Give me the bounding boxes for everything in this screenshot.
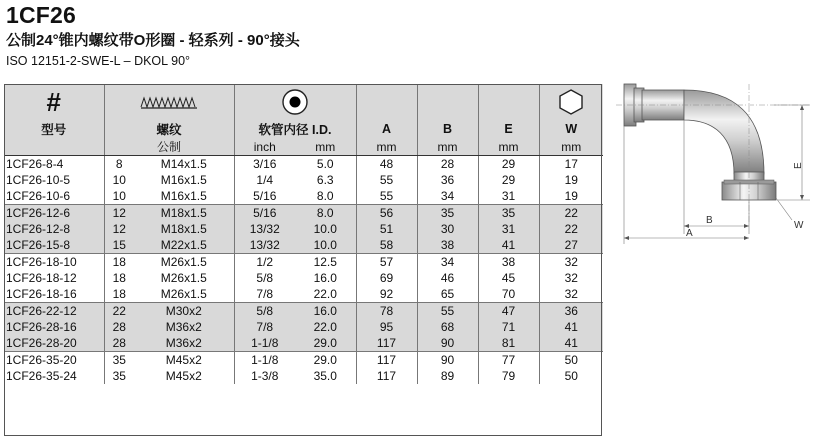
- cell-mm: 16.0: [295, 303, 356, 320]
- cell-a: 56: [356, 205, 417, 222]
- cell-dn: 15: [104, 237, 134, 254]
- cell-inch: 13/32: [234, 237, 295, 254]
- hose-inch-header: inch: [234, 138, 295, 156]
- cell-mm: 35.0: [313, 369, 337, 383]
- cell-mm: 8.0: [295, 188, 356, 205]
- cell-b: 36: [417, 172, 478, 188]
- cell-w: 22: [539, 221, 603, 237]
- cell-w: 32: [539, 286, 603, 303]
- table-row: [4, 172, 603, 188]
- cell-e: 45: [478, 270, 539, 286]
- cell-a: 92: [356, 286, 417, 303]
- hose-id-header: 软管内径 I.D.: [234, 120, 356, 138]
- cell-w: 36: [539, 303, 603, 320]
- cell-inch: 1-1/8: [234, 352, 295, 369]
- cell-e: 41: [478, 237, 539, 254]
- cell-thread: M36x2: [134, 335, 234, 352]
- table-row: [4, 319, 603, 335]
- cell-inch: 1/4: [234, 172, 295, 188]
- cell-inch: 1-1/8: [234, 335, 295, 352]
- cell-thread: M26x1.5: [134, 286, 234, 303]
- cell-w: 50: [539, 352, 603, 369]
- cell-a: 117: [356, 352, 417, 369]
- cell-a: 51: [356, 221, 417, 237]
- fitting-drawing: [614, 74, 814, 259]
- cell-b: 89: [417, 368, 478, 384]
- cell-a: 58: [356, 237, 417, 254]
- hose-header-icon-cell: [234, 84, 356, 120]
- a-unit: mm: [356, 138, 417, 156]
- cell-e: 81: [478, 335, 539, 352]
- dimension-e-label: E: [793, 162, 804, 169]
- cell-b: 46: [417, 270, 478, 286]
- e-header: E: [478, 120, 539, 138]
- cell-part: 1CF26-35-24: [6, 369, 77, 383]
- cell-part: 1CF26-10-6: [4, 188, 104, 205]
- cell-inch: 3/16: [234, 156, 295, 173]
- cell-thread: M16x1.5: [160, 173, 207, 187]
- cell-thread: M36x2: [134, 319, 234, 335]
- cell-w: 22: [539, 205, 603, 222]
- cell-a: 57: [356, 254, 417, 271]
- cell-part: 1CF26-18-10: [6, 255, 77, 269]
- table-row: [4, 188, 603, 205]
- cell-inch: 7/8: [234, 319, 295, 335]
- cell-thread: M18x1.5: [134, 221, 234, 237]
- cell-e: 47: [478, 303, 539, 320]
- cell-e: 29: [478, 156, 539, 173]
- page-title: 1CF26: [6, 2, 77, 28]
- cell-b: 38: [417, 237, 478, 254]
- standard-designation: ISO 12151-2-SWE-L – DKOL 90°: [6, 54, 191, 68]
- cell-w: 19: [539, 172, 603, 188]
- thread-header: 螺纹: [104, 120, 234, 138]
- cell-part: 1CF26-28-16: [4, 319, 104, 335]
- dimension-b-label: B: [706, 215, 713, 226]
- cell-thread: M16x1.5: [134, 188, 234, 205]
- cell-thread: M26x1.5: [160, 255, 207, 269]
- dimension-a-label: A: [686, 228, 693, 239]
- cell-e: 71: [478, 319, 539, 335]
- table-row: [4, 205, 603, 222]
- cell-b: 65: [417, 286, 478, 303]
- a-header-blank: [356, 84, 417, 120]
- cell-a: 55: [356, 188, 417, 205]
- cell-b: 28: [417, 156, 478, 173]
- cell-mm: 8.0: [295, 205, 356, 222]
- b-unit: mm: [417, 138, 478, 156]
- hex-header-icon-cell: [539, 84, 603, 120]
- cell-part: 1CF26-12-8: [4, 221, 104, 237]
- b-header-blank: [417, 84, 478, 120]
- cell-dn: 12: [104, 221, 134, 237]
- cell-mm: 22.0: [295, 319, 356, 335]
- cell-mm: 22.0: [295, 286, 356, 303]
- b-header: B: [417, 120, 478, 138]
- cell-thread: M18x1.5: [134, 205, 234, 222]
- cell-part: 1CF26-8-4: [6, 157, 64, 171]
- thread-profile-icon: [139, 94, 199, 110]
- table-row: [4, 221, 603, 237]
- part-no-header: 型号: [4, 120, 104, 138]
- hose-bore-icon: [281, 88, 309, 116]
- cell-thread: M26x1.5: [160, 271, 207, 285]
- cell-e: 79: [478, 368, 539, 384]
- cell-dn: 35: [104, 352, 134, 369]
- cell-mm: 10.0: [295, 237, 356, 254]
- cell-w: 19: [539, 188, 603, 205]
- table-row: [4, 237, 603, 254]
- cell-a: 78: [356, 303, 417, 320]
- cell-e: 35: [478, 205, 539, 222]
- cell-part: 1CF26-28-20: [4, 335, 104, 352]
- cell-dn: 35: [104, 368, 134, 384]
- cell-dn: 22: [104, 303, 134, 320]
- cell-dn: 10: [104, 172, 134, 188]
- cell-part: 1CF26-10-5: [6, 173, 71, 187]
- cell-part: 1CF26-35-20: [6, 353, 77, 367]
- hexagon-icon: [557, 88, 585, 116]
- cell-mm: 5.0: [316, 157, 334, 171]
- cell-mm: 29.0: [295, 335, 356, 352]
- w-header: W: [539, 120, 603, 138]
- thread-header-icon-cell: [104, 84, 234, 120]
- cell-dn: 18: [104, 286, 134, 303]
- cell-b: 30: [417, 221, 478, 237]
- cell-w: 27: [539, 237, 603, 254]
- cell-inch: 1-3/8: [234, 368, 295, 384]
- table-row: [4, 156, 603, 173]
- dimension-w-label: W: [794, 220, 804, 231]
- cell-dn: 8: [104, 156, 134, 173]
- cell-dn: 28: [104, 319, 134, 335]
- table-row: [4, 254, 603, 271]
- cell-w: 32: [539, 270, 603, 286]
- cell-mm: 12.5: [313, 255, 337, 269]
- cell-part: 1CF26-22-12: [4, 303, 104, 320]
- cell-a: 117: [356, 368, 417, 384]
- cell-inch: 5/16: [234, 188, 295, 205]
- cell-a: 55: [356, 172, 417, 188]
- cell-e: 77: [478, 352, 539, 369]
- a-header: A: [356, 120, 417, 138]
- cell-e: 38: [478, 254, 539, 271]
- cell-e: 29: [478, 172, 539, 188]
- cell-a: 95: [356, 319, 417, 335]
- table-row: [4, 335, 603, 352]
- cell-b: 90: [417, 335, 478, 352]
- cell-b: 35: [417, 205, 478, 222]
- cell-thread: M22x1.5: [134, 237, 234, 254]
- cell-a: 48: [356, 156, 417, 173]
- cell-part: 1CF26-15-8: [4, 237, 104, 254]
- cell-part: 1CF26-18-12: [6, 271, 77, 285]
- table-row: [4, 286, 603, 303]
- cell-b: 90: [417, 352, 478, 369]
- cell-a: 117: [356, 335, 417, 352]
- cell-mm: 6.3: [316, 173, 334, 187]
- cell-inch: 5/16: [234, 205, 295, 222]
- cell-part: 1CF26-12-6: [4, 205, 104, 222]
- cell-w: 41: [539, 319, 603, 335]
- cell-dn: 10: [104, 188, 134, 205]
- cell-b: 55: [417, 303, 478, 320]
- cell-w: 17: [539, 156, 603, 173]
- table-row: [4, 352, 603, 369]
- cell-w: 41: [539, 335, 603, 352]
- cell-thread: M45x2: [165, 353, 202, 367]
- cell-mm: 29.0: [313, 353, 337, 367]
- hose-mm-header: mm: [295, 138, 356, 156]
- cell-w: 32: [539, 254, 603, 271]
- cell-b: 34: [417, 188, 478, 205]
- cell-inch: 5/8: [234, 270, 295, 286]
- part-number-symbol: #: [4, 84, 104, 120]
- cell-thread: M14x1.5: [160, 157, 207, 171]
- cell-dn: 18: [104, 254, 134, 271]
- cell-dn: 18: [104, 270, 134, 286]
- table-row: [4, 270, 603, 286]
- e-unit: mm: [478, 138, 539, 156]
- cell-mm: 16.0: [313, 271, 337, 285]
- cell-inch: 5/8: [234, 303, 295, 320]
- cell-inch: 13/32: [234, 221, 295, 237]
- cell-dn: 28: [104, 335, 134, 352]
- thread-metric-header: 公制: [104, 138, 234, 156]
- w-unit: mm: [539, 138, 603, 156]
- table-row: [4, 368, 603, 384]
- part-no-unit-blank: [4, 138, 104, 156]
- cell-w: 50: [539, 368, 603, 384]
- cell-b: 34: [417, 254, 478, 271]
- cell-thread: M45x2: [165, 369, 202, 383]
- cell-inch: 1/2: [234, 254, 295, 271]
- cell-inch: 7/8: [234, 286, 295, 303]
- cell-e: 31: [478, 188, 539, 205]
- cell-dn: 12: [104, 205, 134, 222]
- cell-b: 68: [417, 319, 478, 335]
- cell-mm: 10.0: [295, 221, 356, 237]
- page-subtitle: 公制24°锥内螺纹带O形圈 - 轻系列 - 90°接头: [6, 32, 300, 49]
- spec-table: [4, 84, 603, 384]
- cell-part: 1CF26-18-16: [4, 286, 104, 303]
- table-row: [4, 303, 603, 320]
- cell-e: 31: [478, 221, 539, 237]
- cell-e: 70: [478, 286, 539, 303]
- e-header-blank: [478, 84, 539, 120]
- cell-a: 69: [356, 270, 417, 286]
- cell-thread: M30x2: [134, 303, 234, 320]
